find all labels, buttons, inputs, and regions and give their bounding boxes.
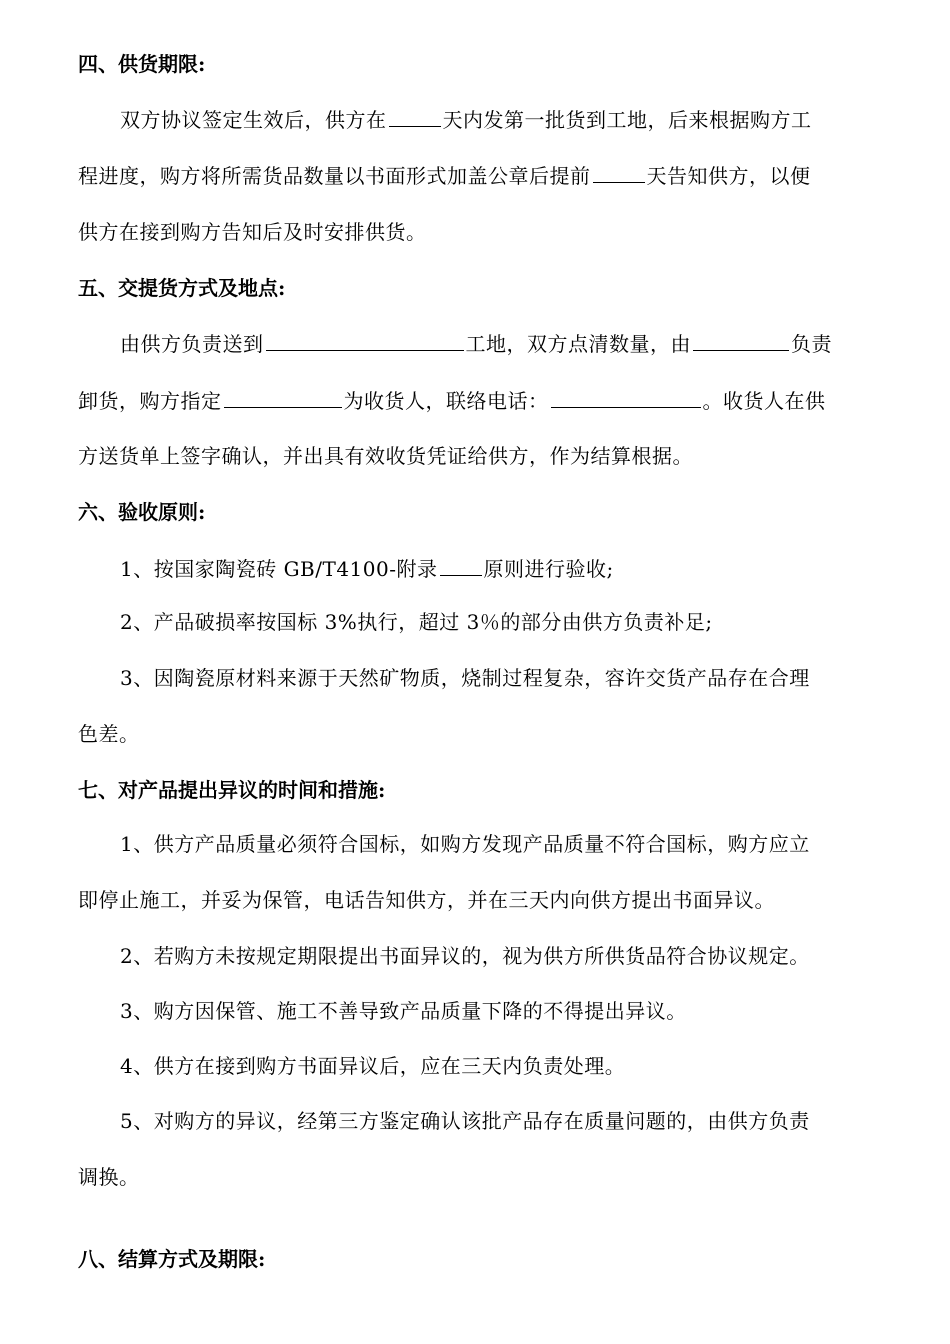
blank-site bbox=[266, 328, 464, 351]
section-7-item-5-line-1: 5、对购方的异议，经第三方鉴定确认该批产品存在质量问题的，由供方负责 bbox=[120, 1109, 810, 1133]
blank-days-first-batch bbox=[389, 104, 441, 127]
blank-phone bbox=[551, 385, 701, 408]
text-segment: 工地，双方点清数量，由 bbox=[465, 332, 691, 356]
text-segment: 天告知供方，以便 bbox=[646, 164, 811, 188]
section-5-heading: 五、交提货方式及地点: bbox=[78, 276, 286, 300]
section-6-item-3-line-1: 3、因陶瓷原材料来源于天然矿物质，烧制过程复杂，容许交货产品存在合理 bbox=[120, 666, 810, 690]
section-5-paragraph-line-2 bbox=[78, 385, 826, 415]
section-7-item-5-line-2: 调换。 bbox=[78, 1165, 140, 1189]
section-7-item-4: 4、供方在接到购方书面异议后，应在三天内负责处理。 bbox=[120, 1054, 626, 1078]
text-segment: 为收货人，联络电话： bbox=[343, 389, 549, 413]
section-6-item-2: 2、产品破损率按国标 3%执行，超过 3％的部分由供方负责补足; bbox=[120, 610, 713, 634]
text-segment: 由供方负责送到 bbox=[120, 332, 264, 356]
section-6-item-3-line-2: 色差。 bbox=[78, 722, 140, 746]
text-segment: 原则进行验收; bbox=[483, 557, 614, 581]
blank-unloading-party bbox=[693, 328, 789, 351]
section-6-heading: 六、验收原则: bbox=[78, 500, 206, 524]
text-segment: 。收货人在供 bbox=[702, 389, 826, 413]
text-segment: 1、按国家陶瓷砖 GB/T4100-附录 bbox=[120, 557, 438, 581]
section-7-item-3: 3、购方因保管、施工不善导致产品质量下降的不得提出异议。 bbox=[120, 999, 687, 1023]
text-segment: 天内发第一批货到工地，后来根据购方工 bbox=[442, 108, 812, 132]
section-7-item-1-line-2: 即停止施工，并妥为保管，电话告知供方，并在三天内向供方提出书面异议。 bbox=[78, 888, 775, 912]
blank-appendix bbox=[440, 553, 482, 576]
section-4-paragraph-line-3: 供方在接到购方告知后及时安排供货。 bbox=[78, 220, 427, 244]
text-segment: 程进度，购方将所需货品数量以书面形式加盖公章后提前 bbox=[78, 164, 591, 188]
section-7-item-2: 2、若购方未按规定期限提出书面异议的，视为供方所供货品符合协议规定。 bbox=[120, 944, 810, 968]
section-6-item-1 bbox=[120, 553, 614, 583]
section-4-heading: 四、供货期限: bbox=[78, 52, 206, 76]
section-4-paragraph-line-1 bbox=[120, 104, 812, 134]
section-8-heading: 八、结算方式及期限: bbox=[78, 1247, 266, 1271]
section-5-paragraph-line-3: 方送货单上签字确认，并出具有效收货凭证给供方，作为结算根据。 bbox=[78, 444, 693, 468]
text-segment: 双方协议签定生效后，供方在 bbox=[120, 108, 387, 132]
section-7-item-1-line-1: 1、供方产品质量必须符合国标，如购方发现产品质量不符合国标，购方应立 bbox=[120, 832, 810, 856]
blank-notice-days bbox=[593, 160, 645, 183]
section-4-paragraph-line-2 bbox=[78, 160, 811, 190]
text-segment: 负责 bbox=[791, 332, 832, 356]
section-7-heading: 七、对产品提出异议的时间和措施: bbox=[78, 778, 386, 802]
text-segment: 卸货，购方指定 bbox=[78, 389, 222, 413]
section-5-paragraph-line-1 bbox=[120, 328, 832, 358]
blank-receiver bbox=[224, 385, 342, 408]
